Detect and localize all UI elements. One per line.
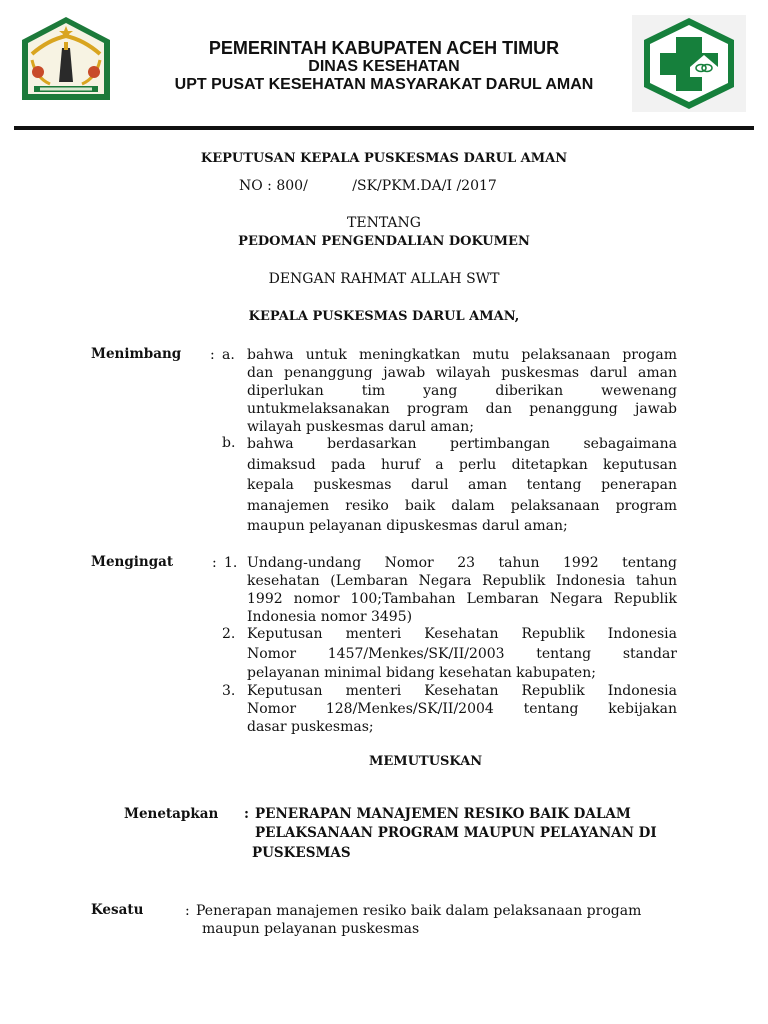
decree-kepala: KEPALA PUSKESMAS DARUL AMAN,: [248, 309, 520, 324]
text-line: dasar puskesmas;: [247, 719, 374, 735]
puskesmas-logo: [632, 15, 746, 112]
menetapkan-line-2: PELAKSANAAN PROGRAM MAUPUN PELAYANAN DI: [255, 825, 657, 841]
memutuskan-heading: MEMUTUSKAN: [369, 754, 483, 769]
text-line: 1992 nomor 100;Tambahan Lembaran Negara Republik: [247, 591, 677, 607]
decree-number: NO : 800/ /SK/PKM.DA/I /2017: [239, 178, 497, 194]
menimbang-a-marker: a.: [222, 347, 235, 363]
text-line: Nomor 1457/Menkes/SK/II/2003 tentang standar: [247, 645, 677, 662]
kesatu-line-2: maupun pelayanan puskesmas: [202, 921, 420, 937]
text-line: bahwa berdasarkan pertimbangan sebagaimana: [247, 436, 677, 452]
kesatu-line-1: Penerapan manajemen resiko baik dalam pelaksanaan progam: [196, 903, 642, 919]
header-divider-line: [14, 126, 754, 130]
menimbang-b-item: [247, 434, 677, 537]
text-line: bahwa untuk meningkatkan mutu pelaksanaan progam: [247, 347, 677, 363]
text-line: Undang-undang Nomor 23 tahun 1992 tentang: [247, 555, 677, 571]
mengingat-1-marker: 1.: [224, 555, 238, 571]
decree-rahmat: DENGAN RAHMAT ALLAH SWT: [268, 271, 500, 287]
mengingat-colon: :: [212, 555, 217, 571]
regency-emblem-logo: [18, 14, 114, 106]
puskesmas-green-cross-icon: [632, 15, 746, 112]
menetapkan-line-1: PENERAPAN MANAJEMEN RESIKO BAIK DALAM: [255, 806, 631, 822]
mengingat-3-marker: 3.: [222, 683, 236, 699]
text-line: pelayanan minimal bidang kesehatan kabupaten;: [247, 665, 596, 681]
text-line: untukmelaksanakan program dan penanggung jawab: [247, 401, 677, 417]
text-line: wilayah puskesmas darul aman;: [247, 419, 475, 435]
kesatu-colon: :: [185, 903, 190, 919]
text-line: kesehatan (Lembaran Negara Republik Indonesia tahun: [247, 573, 677, 589]
header-department-name: DINAS KESEHATAN: [308, 58, 460, 75]
mengingat-label: Mengingat: [91, 554, 174, 570]
mengingat-3-item: [247, 682, 677, 736]
menetapkan-colon: :: [244, 806, 249, 822]
text-line: Keputusan menteri Kesehatan Republik Indonesia: [247, 626, 677, 642]
menetapkan-label: Menetapkan: [124, 806, 219, 822]
menimbang-label: Menimbang: [91, 346, 182, 362]
menetapkan-line-3: PUSKESMAS: [252, 845, 351, 861]
menimbang-colon: :: [210, 347, 215, 363]
header-puskesmas-name: UPT PUSAT KESEHATAN MASYARAKAT DARUL AMAN: [174, 76, 594, 93]
mengingat-1-item: [247, 554, 677, 626]
text-line: maupun pelayanan dipuskesmas darul aman;: [247, 518, 568, 534]
mengingat-2-marker: 2.: [222, 626, 236, 642]
aceh-timur-emblem-icon: [18, 14, 114, 106]
text-line: Indonesia nomor 3495): [247, 609, 413, 625]
text-line: Nomor 128/Menkes/SK/II/2004 tentang kebijakan: [247, 701, 677, 717]
decree-title: KEPUTUSAN KEPALA PUSKESMAS DARUL AMAN: [200, 151, 568, 166]
header-government-name: PEMERINTAH KABUPATEN ACEH TIMUR: [208, 38, 560, 58]
text-line: dimaksud pada huruf a perlu ditetapkan keputusan: [247, 456, 677, 473]
menimbang-b-marker: b.: [222, 435, 236, 451]
text-line: manajemen resiko baik dalam pelaksanaan program: [247, 497, 677, 514]
text-line: diperlukan tim yang diberikan wewenang: [247, 383, 677, 399]
decree-tentang: TENTANG: [347, 215, 421, 231]
text-line: kepala puskesmas darul aman tentang penerapan: [247, 477, 677, 493]
text-line: Keputusan menteri Kesehatan Republik Indonesia: [247, 683, 677, 699]
text-line: dan penanggung jawab wilayah puskesmas darul aman: [247, 365, 677, 381]
mengingat-2-item: [247, 625, 677, 684]
decree-subject: PEDOMAN PENGENDALIAN DOKUMEN: [238, 234, 530, 249]
menimbang-a-item: [247, 346, 677, 436]
kesatu-label: Kesatu: [91, 902, 144, 918]
